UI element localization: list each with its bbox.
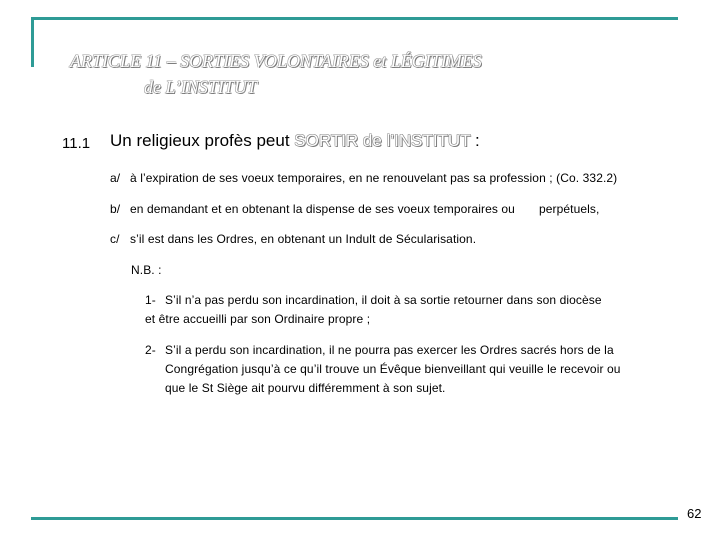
page-number: 62 [687, 506, 702, 521]
section-highlight: SORTIR de l’INSTITUT [294, 131, 471, 150]
section-lead: Un religieux profès peut [110, 131, 295, 150]
list-item-marker: b/ [110, 202, 121, 216]
note-marker: 2- [145, 343, 156, 357]
frame-left-rule [31, 17, 34, 67]
list-item-marker: a/ [110, 171, 121, 185]
list-item-text: s’il est dans les Ordres, en obtenant un Indult de Sécularisation. [130, 232, 477, 246]
section-heading [110, 131, 480, 151]
list-item-a [110, 169, 617, 188]
note-1 [145, 291, 602, 310]
article-title-line-1: ARTICLE 11 – SORTIES VOLONTAIRES et LÉGITIMES [70, 51, 482, 71]
note-marker: 1- [145, 293, 156, 307]
note-line: S’il n’a pas perdu son incardination, il doit à sa sortie retourner dans son diocèse [165, 293, 602, 307]
section-trail: : [470, 131, 480, 150]
note-2-line-3: que le St Siège ait pourvu différemment à son sujet. [165, 381, 446, 395]
list-item-text-continued: perpétuels, [538, 202, 600, 216]
frame-top-rule [31, 17, 678, 20]
article-title [70, 48, 670, 100]
note-2-line-2: Congrégation jusqu’à ce qu’il trouve un Évêque bienveillant qui veuille le recevoir ou [165, 362, 621, 376]
frame-bottom-rule [31, 517, 678, 520]
note-1-line-2: et être accueilli par son Ordinaire propre ; [145, 312, 371, 326]
list-item-c [110, 230, 476, 249]
section-number: 11.1 [62, 135, 91, 152]
list-item-marker: c/ [110, 232, 120, 246]
article-title-line-2: de L’INSTITUT [144, 77, 257, 97]
note-line: S’il a perdu son incardination, il ne pourra pas exercer les Ordres sacrés hors de la [165, 343, 614, 357]
note-2 [145, 341, 614, 360]
nb-label: N.B. : [131, 263, 162, 277]
list-item-text: en demandant et en obtenant la dispense de ses voeux temporaires ou [130, 202, 515, 216]
list-item-b [110, 200, 599, 219]
list-item-text: à l’expiration de ses voeux temporaires, en ne renouvelant pas sa profession ; (Co. 332.2) [130, 171, 618, 185]
